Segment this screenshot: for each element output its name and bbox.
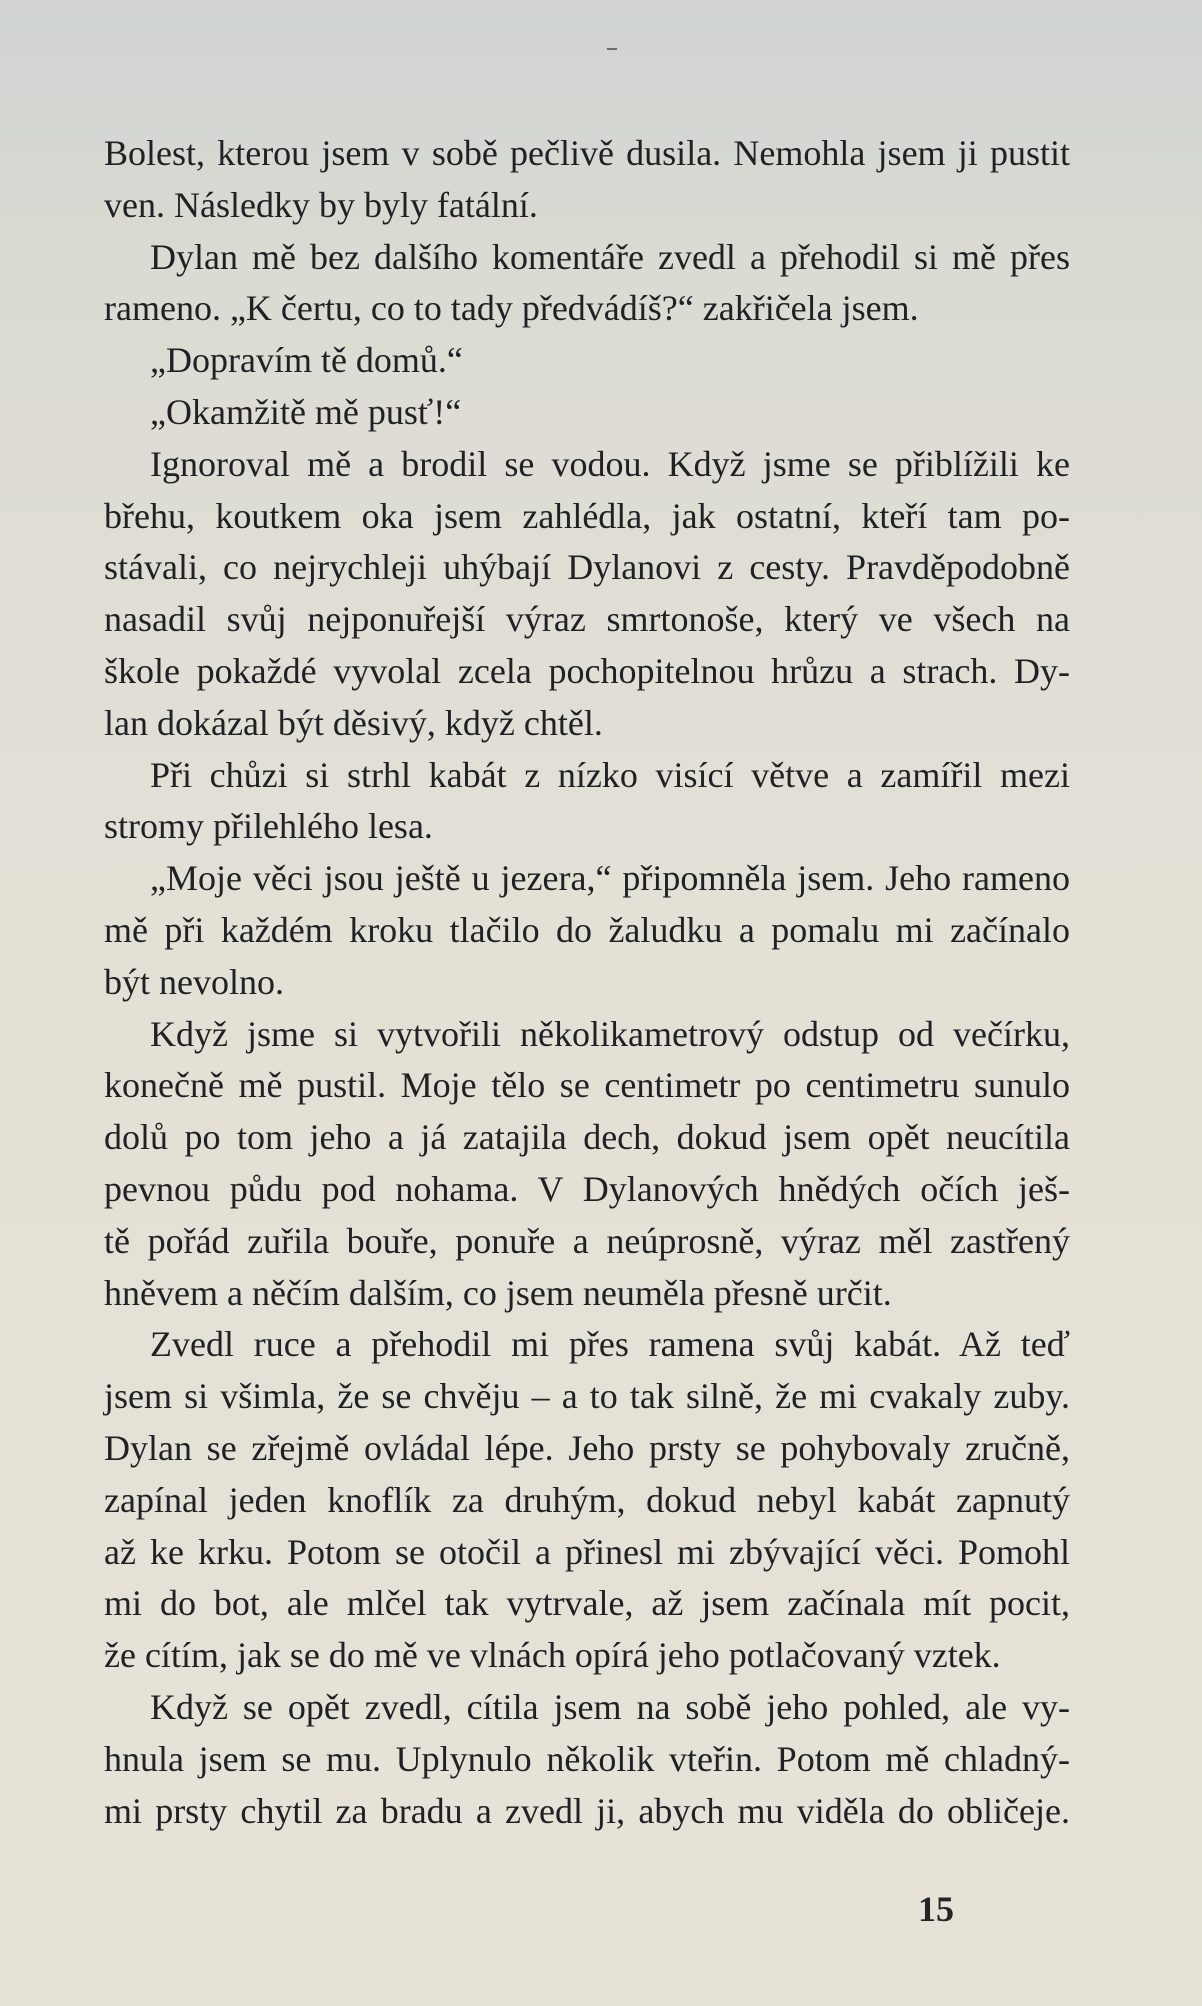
text-line: mi do bot, ale mlčel tak vytrvale, až jsem začínala mít pocit,: [104, 1583, 1070, 1624]
text-line: Když se opět zvedl, cítila jsem na sobě jeho pohled, ale vy-: [150, 1686, 1070, 1727]
text-line: dolů po tom jeho a já zatajila dech, dokud jsem opět neucítila: [104, 1117, 1070, 1158]
text-line: stromy přilehlého lesa.: [104, 806, 433, 847]
text-line: břehu, koutkem oka jsem zahlédla, jak ostatní, kteří tam po-: [104, 495, 1070, 536]
text-line: Když jsme si vytvořili několikametrový odstup od večírku,: [150, 1013, 1070, 1054]
text-line: Zvedl ruce a přehodil mi přes ramena svůj kabát. Až teď: [150, 1324, 1070, 1365]
text-line: Bolest, kterou jsem v sobě pečlivě dusila. Nemohla jsem ji pustit: [104, 133, 1070, 173]
text-line: mi prsty chytil za bradu a zvedl ji, abych mu viděla do obličeje.: [104, 1790, 1070, 1831]
text-line: rameno. „K čertu, co to tady předvádíš?“ zakřičela jsem.: [104, 288, 919, 329]
text-line: „Moje věci jsou ještě u jezera,“ připomněla jsem. Jeho rameno: [150, 858, 1070, 899]
text-line: lan dokázal být děsivý, když chtěl.: [104, 702, 603, 743]
text-line: hněvem a něčím dalším, co jsem neuměla přesně určit.: [104, 1272, 892, 1313]
text-line: Dylan mě bez dalšího komentáře zvedl a přehodil si mě přes: [150, 236, 1070, 277]
text-line: mě při každém kroku tlačilo do žaludku a pomalu mi začínalo: [104, 909, 1070, 950]
top-mark: [607, 48, 617, 50]
text-line: konečně mě pustil. Moje tělo se centimetr po centimetru sunulo: [104, 1065, 1070, 1106]
text-line: ven. Následky by byly fatální.: [104, 184, 538, 225]
text-line: zapínal jeden knoflík za druhým, dokud nebyl kabát zapnutý: [104, 1479, 1070, 1520]
text-line: stávali, co nejrychleji uhýbají Dylanovi z cesty. Pravděpodobně: [104, 547, 1070, 588]
text-line: nasadil svůj nejponuřejší výraz smrtonoše, který ve všech na: [104, 599, 1070, 640]
text-line: být nevolno.: [104, 961, 284, 1002]
text-line: škole pokaždé vyvolal zcela pochopitelnou hrůzu a strach. Dy-: [104, 650, 1070, 691]
text-line: až ke krku. Potom se otočil a přinesl mi zbývající věci. Pomohl: [104, 1531, 1070, 1572]
text-line: pevnou půdu pod nohama. V Dylanových hnědých očích ješ-: [104, 1168, 1070, 1209]
text-line: Ignoroval mě a brodil se vodou. Když jsme se přiblížili ke: [150, 443, 1070, 484]
text-line: Při chůzi si strhl kabát z nízko visící větve a zamířil mezi: [150, 754, 1070, 795]
body-text: [104, 128, 1070, 1837]
text-line: „Dopravím tě domů.“: [150, 340, 463, 381]
text-line: hnula jsem se mu. Uplynulo několik vteřin. Potom mě chladný-: [104, 1738, 1070, 1779]
page-number: 15: [918, 1889, 954, 1929]
text-line: že cítím, jak se do mě ve vlnách opírá jeho potlačovaný vztek.: [104, 1635, 1001, 1676]
text-line: „Okamžitě mě pusť!“: [150, 391, 462, 432]
text-line: Dylan se zřejmě ovládal lépe. Jeho prsty se pohybovaly zručně,: [104, 1427, 1070, 1468]
text-line: jsem si všimla, že se chvěju – a to tak silně, že mi cvakaly zuby.: [104, 1376, 1070, 1417]
text-line: tě pořád zuřila bouře, ponuře a neúprosně, výraz měl zastřený: [104, 1220, 1070, 1261]
